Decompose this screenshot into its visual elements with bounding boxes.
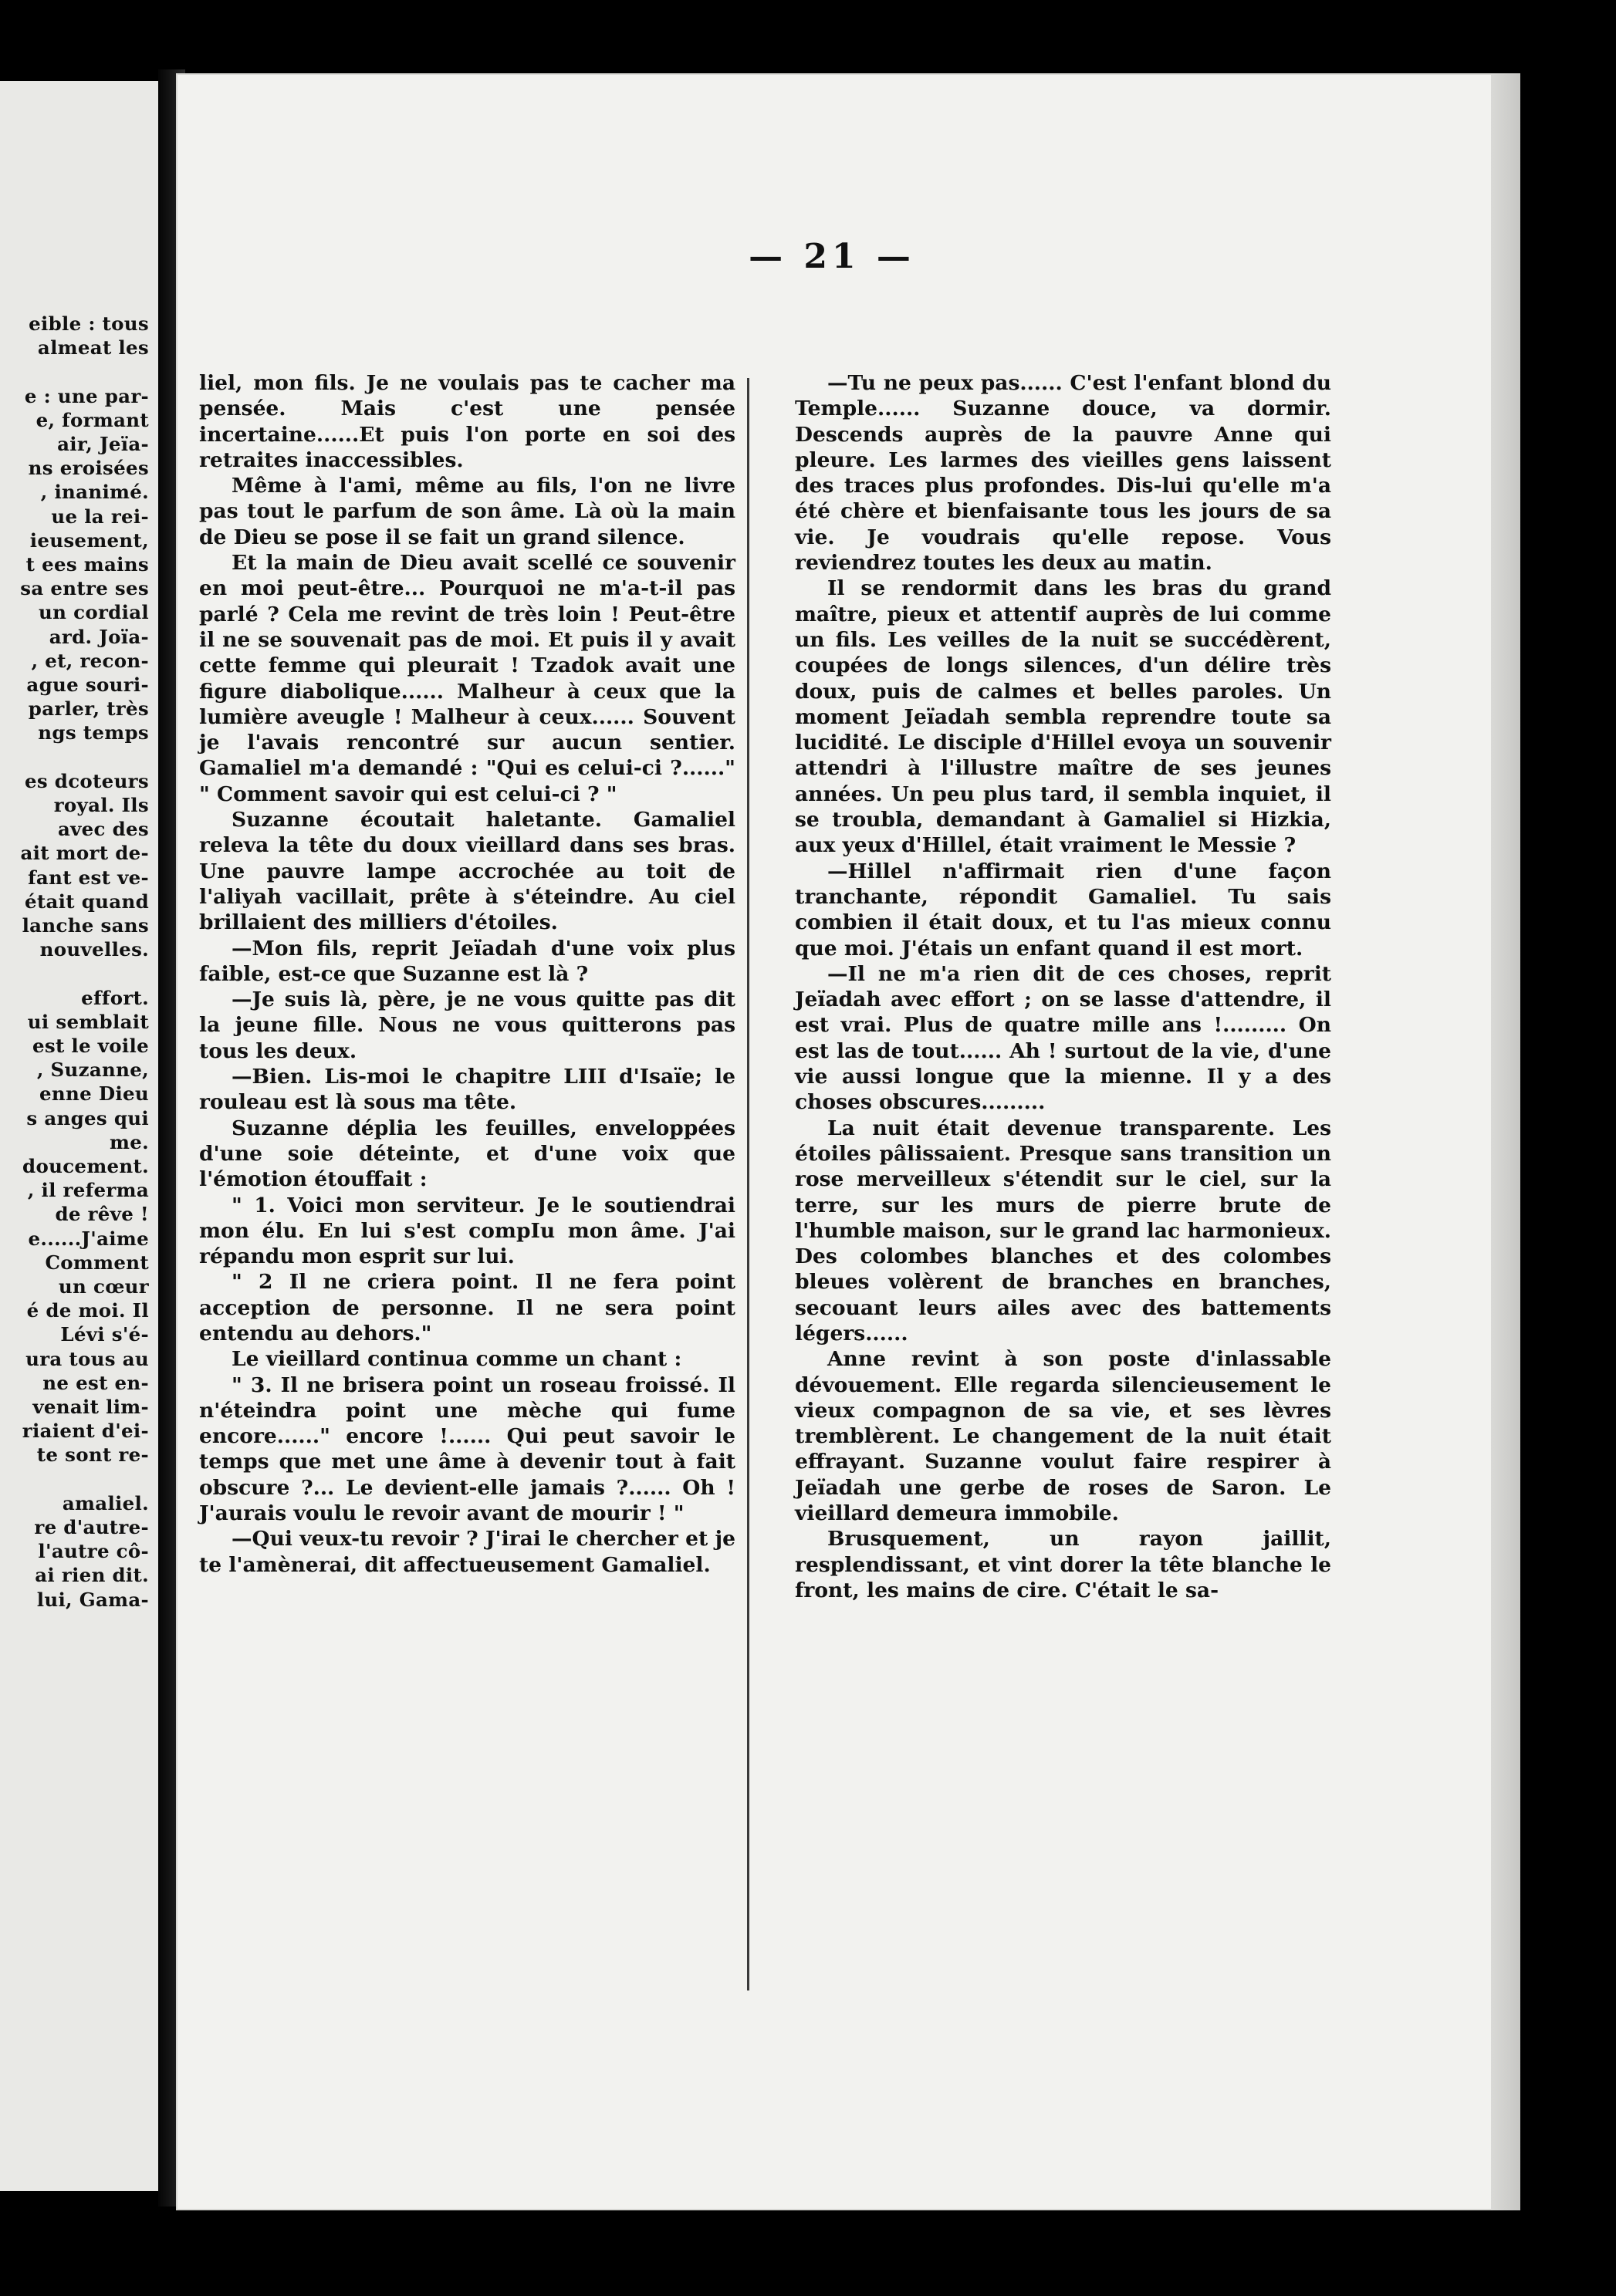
fragment-line: Comment: [45, 1251, 149, 1274]
fragment-line: ura tous au: [25, 1347, 149, 1370]
paragraph: —Mon fils, reprit Jeïadah d'une voix plus faible, est-ce que Suzanne est là ?: [199, 936, 735, 986]
paragraph: Brusquement, un rayon jaillit, resplendissant, et vint dorer la tête blanche le front, les mains de cire. C'était le sa-: [795, 1527, 1331, 1602]
fragment-line: ne est en-: [42, 1371, 149, 1394]
paragraph: Le vieillard continua comme un chant :: [232, 1347, 682, 1372]
fragment-line: avec des: [57, 818, 149, 841]
fragment-line: e......J'aime: [28, 1227, 149, 1250]
fragment-line: était quand: [25, 890, 149, 913]
fragment-line: air, Jeïa-: [57, 433, 149, 455]
text-column-right: [795, 370, 1331, 1603]
fragment-line: s anges qui: [26, 1106, 149, 1129]
fragment-line: ngs temps: [38, 721, 149, 745]
paragraph: " 1. Voici mon serviteur. Je le soutiendrai mon élu. En lui s'est compIu mon âme. J'ai répandu mon esprit sur lui.: [199, 1193, 735, 1269]
paragraph: —Bien. Lis-moi le chapitre LIII d'Isaïe; le rouleau est là sous ma tête.: [199, 1065, 735, 1115]
fragment-line: parler, très: [28, 697, 149, 721]
fragment-line: , il referma: [27, 1179, 149, 1202]
fragment-line: un cordial: [39, 601, 149, 624]
page-number: — 21 —: [749, 237, 915, 276]
fragment-line: de rêve !: [55, 1203, 149, 1226]
fragment-line: ard. Joïa-: [49, 625, 149, 648]
book-page: [176, 73, 1520, 2210]
fragment-line: amaliel.: [62, 1491, 149, 1514]
fragment-line: é de moi. Il: [26, 1299, 149, 1322]
fragment-line: Lévi s'é-: [60, 1323, 149, 1346]
fragment-line: te sont re-: [36, 1443, 149, 1467]
fragment-line: nouvelles.: [39, 938, 149, 961]
fragment-line: riaient d'ei-: [22, 1420, 149, 1443]
text-column-left: [199, 370, 735, 1578]
paragraph: Anne revint à son poste d'inlassable dévouement. Elle regarda silencieusement le vieux compagnon de sa vie, et ses lèvres tremblèrent. Le changement de la nuit était effrayant. Suzanne voulut faire respirer à Jeïadah une gerbe de roses de Saron. Le vieillard demeura immobile.: [795, 1347, 1331, 1526]
fragment-line: ait mort de-: [20, 842, 149, 865]
paragraph: Suzanne déplia les feuilles, enveloppées d'une soie déteinte, et d'une voix que l'émotion étouffait :: [199, 1116, 735, 1192]
fragment-line: l'autre cô-: [38, 1540, 149, 1563]
paragraph: " 3. Il ne brisera point un roseau froissé. Il n'éteindra point une mèche qui fume encore......" encore !...... Qui peut savoir le temps que met une âme à devenir tout à fait obscure ?... Le devient-elle jamais ?...... Oh ! J'aurais voulu le revoir avant de mourir ! ": [199, 1373, 735, 1526]
paragraph: —Hillel n'affirmait rien d'une façon tranchante, répondit Gamaliel. Tu sais combien il était doux, et tu l'as mieux connu que moi. J'étais un enfant quand il est mort.: [795, 859, 1331, 961]
fragment-line: ns eroisées: [28, 457, 149, 480]
adjacent-page-fragment: [0, 81, 158, 2191]
fragment-line: est le voile: [32, 1035, 149, 1057]
fragment-line: ai rien dit.: [35, 1564, 149, 1587]
fragment-line: e : une par-: [24, 384, 149, 407]
fragment-line: royal. Ils: [53, 794, 149, 816]
fragment-line: venait lim-: [32, 1396, 149, 1418]
paragraph: liel, mon fils. Je ne voulais pas te cacher ma pensée. Mais c'est une pensée incertaine......Et puis l'on porte en soi des retraites inaccessibles.: [199, 371, 735, 472]
fragment-line: sa entre ses: [20, 577, 149, 600]
fragment-line: un cœur: [58, 1275, 149, 1298]
fragment-line: t ees mains: [25, 553, 149, 576]
fragment-line: enne Dieu: [39, 1082, 149, 1106]
fragment-line: es dcoteurs: [24, 769, 149, 792]
paragraph: —Il ne m'a rien dit de ces choses, reprit Jeïadah avec effort ; on se lasse d'attendre, il est vrai. Plus de quatre mille ans !......... On est las de tout...... Ah ! surtout de la vie, d'une vie aussi longue que la mienne. Il y a des choses obscures.........: [795, 961, 1331, 1115]
fragment-line: me.: [110, 1130, 149, 1153]
paragraph: Même à l'ami, même au fils, l'on ne livre pas tout le parfum de son âme. Là où la main de Dieu se pose il se fait un grand silence.: [199, 474, 735, 549]
paragraph: La nuit était devenue transparente. Les étoiles pâlissaient. Presque sans transition un rose merveilleux s'étendit sur le ciel, sur la terre, sur les murs de pierre brute de l'humble maison, sur le grand lac harmonieux. Des colombes blanches et des colombes bleues volèrent de branches en branches, secouant leurs ailes avec des battements légers......: [795, 1116, 1331, 1346]
paragraph: Suzanne écoutait haletante. Gamaliel releva la tête du doux vieillard dans ses bras. Une pauvre lampe accrochée au toit de l'aliyah vacillait, prête à s'éteindre. Au ciel brillaient des milliers d'étoiles.: [199, 808, 735, 935]
fragment-line: e, formant: [35, 408, 149, 431]
fragment-line: , inanimé.: [40, 481, 149, 504]
page-edge: [1491, 73, 1520, 2210]
fragment-line: ue la rei-: [51, 505, 149, 528]
paragraph: —Je suis là, père, je ne vous quitte pas dit la jeune fille. Nous ne vous quitterons pas tous les deux.: [199, 988, 735, 1063]
fragment-line: re d'autre-: [34, 1516, 149, 1538]
fragment-line: ague souri-: [26, 674, 149, 696]
fragment-line: fant est ve-: [28, 866, 149, 889]
column-divider: [747, 378, 749, 1990]
fragment-line: ieusement,: [29, 528, 149, 552]
paragraph: —Qui veux-tu revoir ? J'irai le chercher et je te l'amènerai, dit affectueusement Gamaliel.: [199, 1527, 735, 1577]
paragraph: " 2 Il ne criera point. Il ne fera point acception de personne. Il ne sera point entendu au dehors.": [199, 1270, 735, 1346]
fragment-line: ui semblait: [27, 1010, 149, 1033]
fragment-line: almeat les: [37, 336, 149, 360]
fragment-line: effort.: [81, 986, 149, 1009]
paragraph: Et la main de Dieu avait scellé ce souvenir en moi peut-être... Pourquoi ne m'a-t-il pas parlé ? Cela me revint de très loin ! Peut-être il ne se souvenait pas de moi. Et puis il y avait cette femme qui pleurait ! Tzadok avait une figure diabolique...... Malheur à ceux que la lumière aveugle ! Malheur à ceux...... Souvent je l'avais rencontré sur aucun sentier. Gamaliel m'a demandé : "Qui es celui-ci ?......" " Comment savoir qui est celui-ci ? ": [199, 551, 735, 806]
fragment-line: eible : tous: [29, 312, 149, 335]
fragment-line: , Suzanne,: [36, 1059, 149, 1082]
paragraph: Il se rendormit dans les bras du grand maître, pieux et attentif auprès de lui comme un fils. Les veilles de la nuit se succédèrent, coupées de longs silences, d'un délire très doux, puis de calmes et belles paroles. Un moment Jeïadah sembla reprendre toute sa lucidité. Le disciple d'Hillel evoya un souvenir attendri à l'illustre maître de ses jeunes années. Un peu plus tard, il sembla inquiet, il se troubla, demandant à Gamaliel si Hizkia, aux yeux d'Hillel, était vraiment le Messie ?: [795, 576, 1331, 858]
fragment-line: lanche sans: [22, 914, 149, 937]
fragment-line: , et, recon-: [31, 649, 149, 672]
fragment-line: lui, Gama-: [36, 1588, 149, 1611]
paragraph: —Tu ne peux pas...... C'est l'enfant blond du Temple...... Suzanne douce, va dormir. Descends auprès de la pauvre Anne qui pleure. Les larmes des vieilles gens laissent des traces plus profondes. Dis-lui qu'elle m'a été chère et bienfaisante tous les jours de sa vie. Je voudrais qu'elle repose. Vous reviendrez toutes les deux au matin.: [795, 371, 1331, 576]
fragment-line: doucement.: [22, 1155, 149, 1177]
